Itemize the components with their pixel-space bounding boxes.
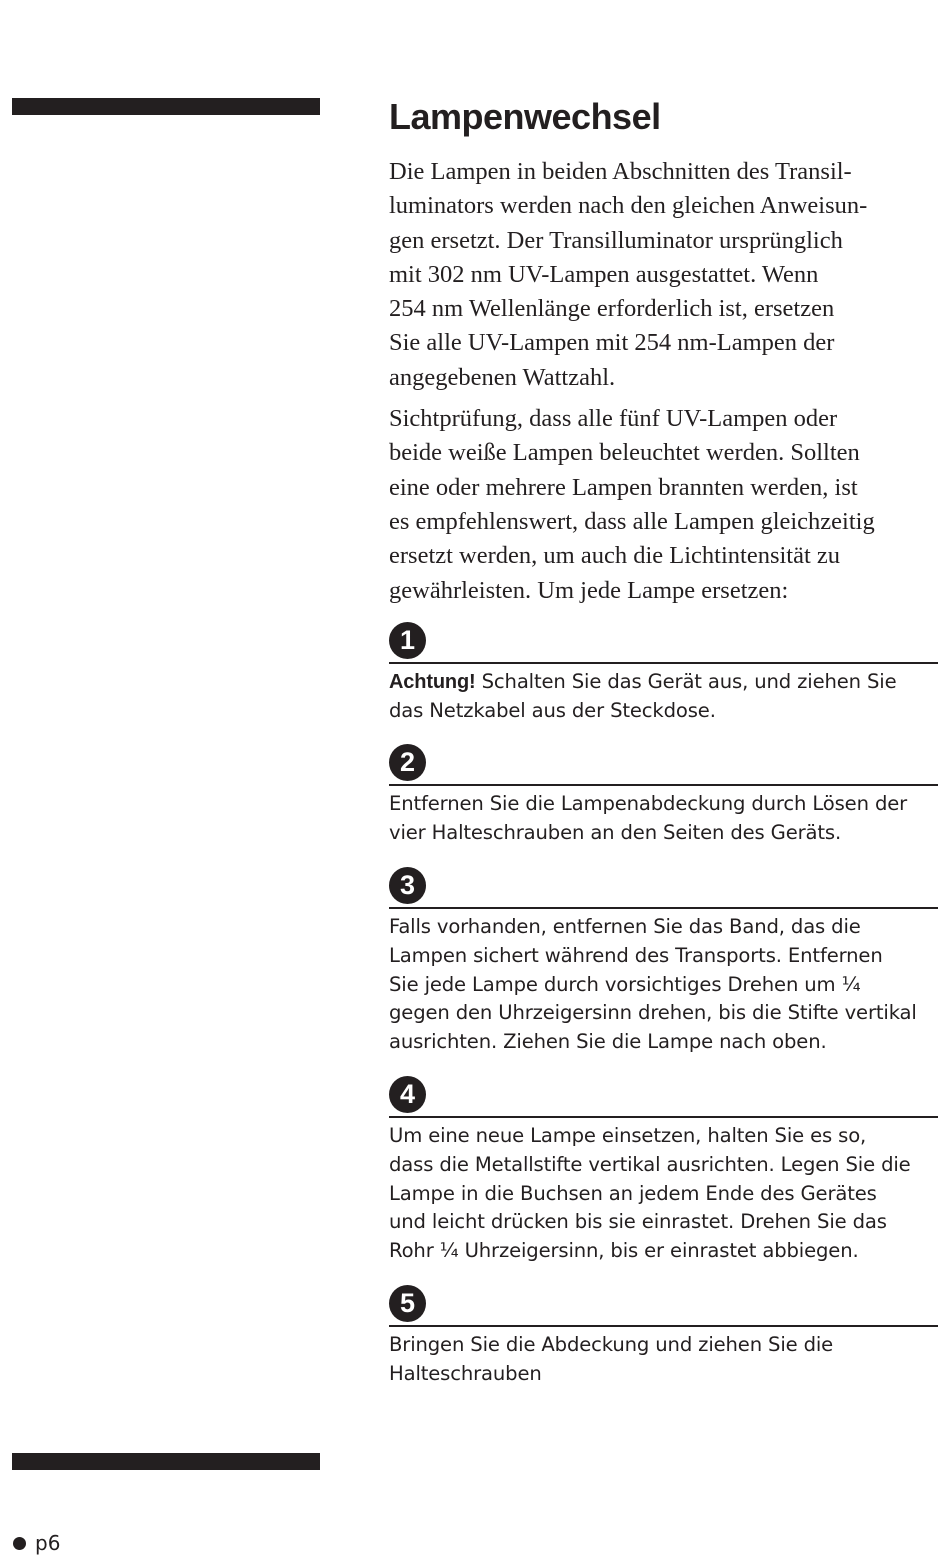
step-line: und leicht drücken bis sie einrastet. Drehen Sie das: [389, 1210, 887, 1234]
paragraph-line: 254 nm Wellenlänge erforderlich ist, ersetzen: [389, 295, 835, 323]
step-text: [389, 1331, 939, 1389]
step-line: Um eine neue Lampe einsetzen, halten Sie es so,: [389, 1124, 867, 1148]
intro-paragraph-2: [389, 402, 939, 608]
step-line: [389, 668, 939, 697]
paragraph-line: mit 302 nm UV-Lampen ausgestattet. Wenn: [389, 260, 819, 288]
step-number-badge: 1: [389, 622, 426, 659]
paragraph-line: gen ersetzt. Der Transilluminator ursprünglich: [389, 226, 843, 254]
page-number: p6: [35, 1531, 61, 1555]
step-number-badge: 5: [389, 1285, 426, 1322]
step-number-badge: 3: [389, 867, 426, 904]
paragraph-line: gewährleisten. Um jede Lampe ersetzen:: [389, 576, 789, 604]
step-line: ausrichten. Ziehen Sie die Lampe nach oben.: [389, 1030, 827, 1054]
step-line: Lampe in die Buchsen an jedem Ende des Gerätes: [389, 1181, 877, 1205]
step-divider: [389, 784, 938, 786]
paragraph-line: angegebenen Wattzahl.: [389, 363, 616, 391]
step-line: Sie jede Lampe durch vorsichtiges Drehen um ¼: [389, 972, 861, 996]
top-divider-bar: [12, 98, 320, 115]
step-line: Bringen Sie die Abdeckung und ziehen Sie die: [389, 1333, 834, 1357]
paragraph-line: es empfehlenswert, dass alle Lampen gleichzeitig: [389, 507, 875, 535]
step-number-badge: 2: [389, 744, 426, 781]
step-line: Entfernen Sie die Lampenabdeckung durch Lösen der: [389, 792, 908, 816]
paragraph-line: ersetzt werden, um auch die Lichtintensität zu: [389, 542, 841, 570]
step-line: Falls vorhanden, entfernen Sie das Band, das die: [389, 915, 861, 939]
paragraph-line: beide weiße Lampen beleuchtet werden. Sollten: [389, 439, 860, 467]
step-divider: [389, 907, 938, 909]
step-1: [389, 622, 939, 726]
warning-label: Achtung!: [389, 670, 476, 693]
step-number-badge: 4: [389, 1076, 426, 1113]
step-divider: [389, 662, 938, 664]
paragraph-line: Sichtprüfung, dass alle fünf UV-Lampen oder: [389, 405, 838, 433]
step-line: Rohr ¼ Uhrzeigersinn, bis er einrastet abbiegen.: [389, 1239, 859, 1263]
step-5: [389, 1285, 939, 1389]
step-line: gegen den Uhrzeigersinn drehen, bis die Stifte vertikal: [389, 1001, 917, 1025]
step-divider: [389, 1325, 938, 1327]
step-2: [389, 744, 939, 848]
step-line: dass die Metallstifte vertikal ausrichten. Legen Sie die: [389, 1152, 911, 1176]
step-3: [389, 867, 939, 1057]
paragraph-line: Sie alle UV-Lampen mit 254 nm-Lampen der: [389, 329, 835, 357]
step-line-text: Schalten Sie das Gerät aus, und ziehen Sie: [475, 669, 897, 693]
step-line: vier Halteschrauben an den Seiten des Geräts.: [389, 821, 842, 845]
bullet-dot-icon: [13, 1537, 26, 1550]
step-line: Lampen sichert während des Transports. Entfernen: [389, 943, 883, 967]
step-text: [389, 913, 939, 1057]
step-divider: [389, 1116, 938, 1118]
step-4: [389, 1076, 939, 1266]
step-text: [389, 668, 939, 726]
paragraph-line: luminators werden nach den gleichen Anweisun-: [389, 192, 868, 220]
page-title: Lampenwechsel: [389, 96, 661, 137]
paragraph-line: eine oder mehrere Lampen brannten werden, ist: [389, 473, 858, 501]
step-text: [389, 1122, 939, 1266]
step-line: das Netzkabel aus der Steckdose.: [389, 698, 716, 722]
step-line: Halteschrauben: [389, 1361, 542, 1385]
main-content: [389, 94, 939, 1389]
paragraph-line: Die Lampen in beiden Abschnitten des Transil-: [389, 158, 852, 185]
step-text: [389, 790, 939, 848]
bottom-divider-bar: [12, 1453, 320, 1470]
page-footer: [13, 1531, 60, 1555]
intro-paragraph-1: [389, 155, 939, 395]
